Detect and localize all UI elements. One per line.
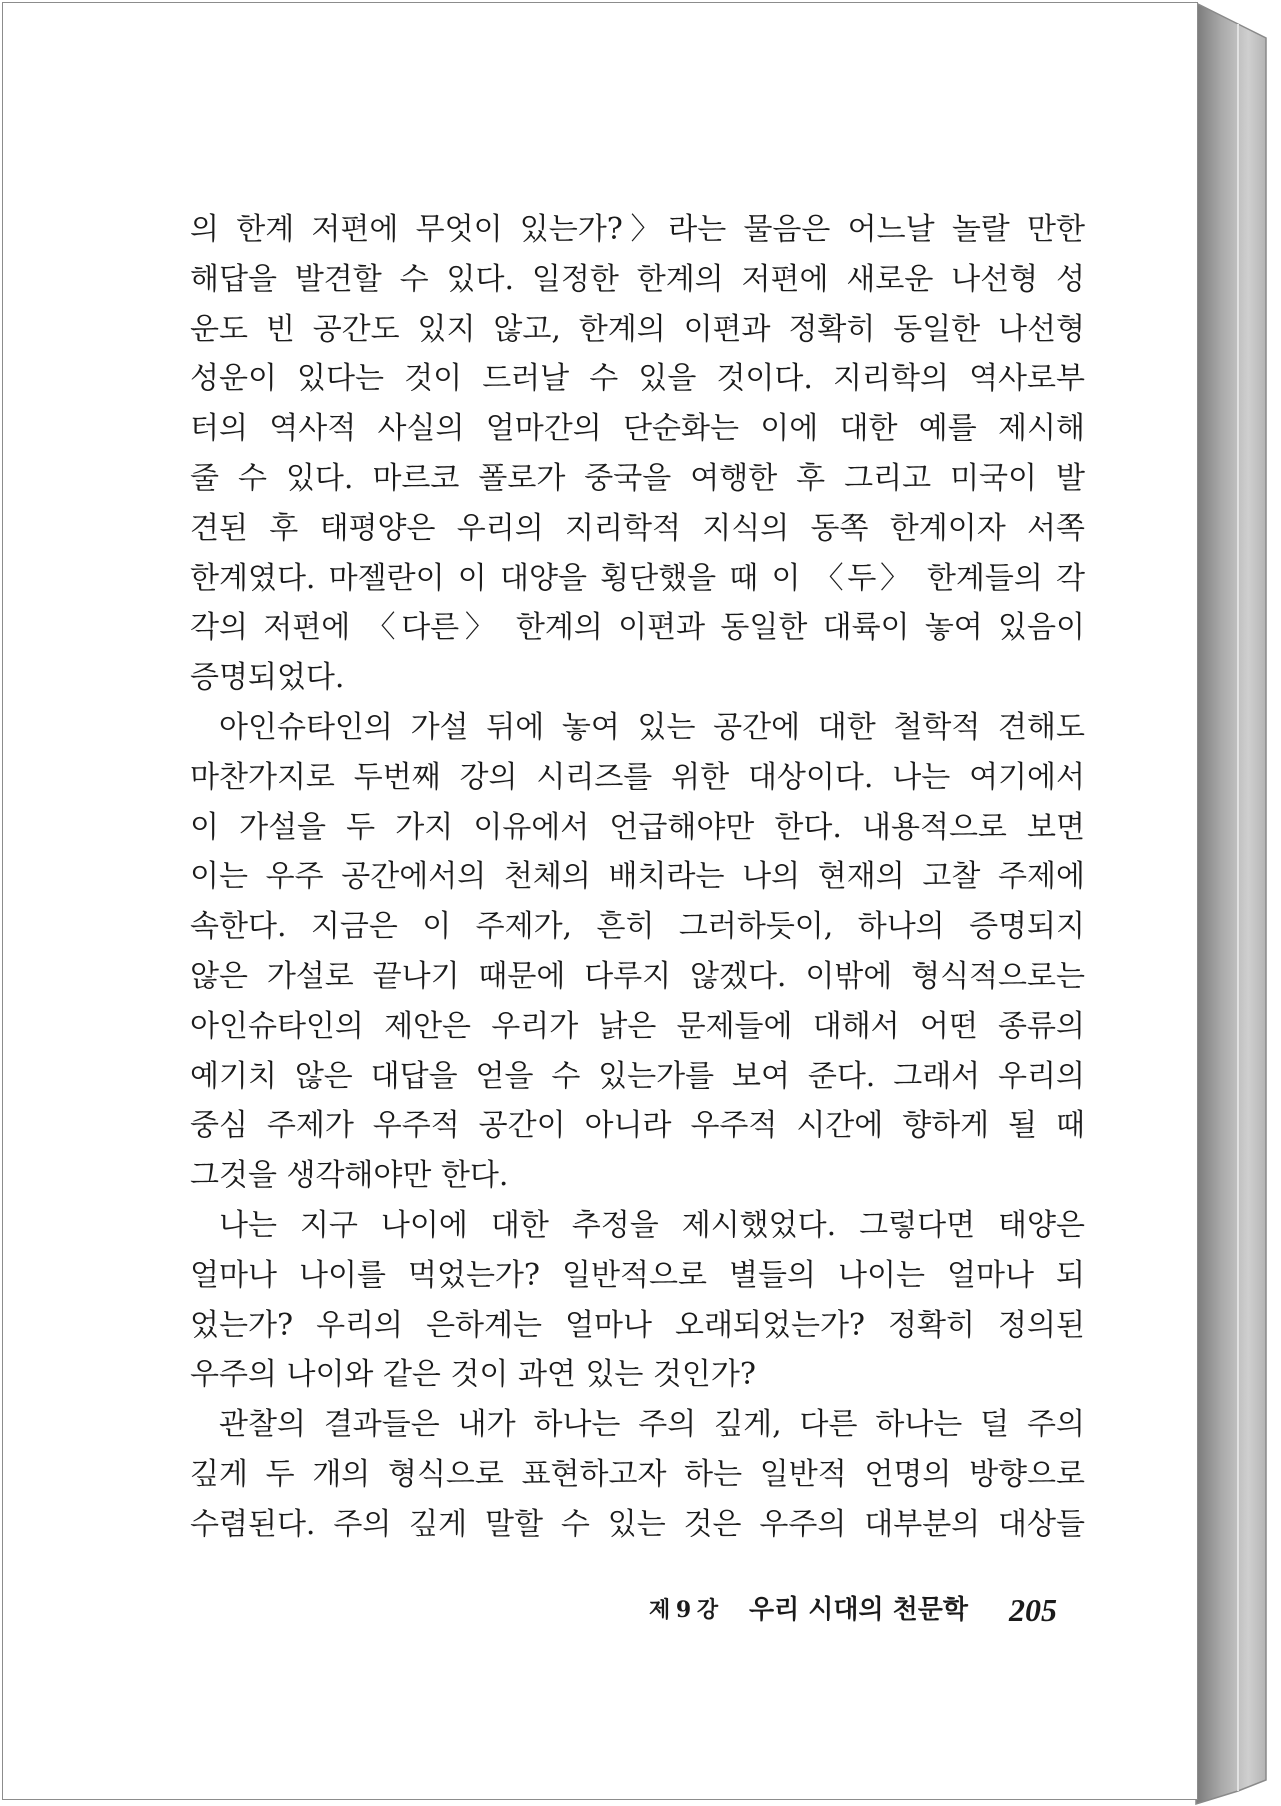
paragraph: [190, 205, 1085, 703]
chapter-label: 제 9 강: [649, 1597, 718, 1623]
text-line: 않은 가설로 끝나기 때문에 다루지 않겠다. 이밖에 형식적으로는: [190, 958, 1085, 994]
text-line: 의 한계 저편에 무엇이 있는가?〉라는 물음은 어느날 놀랄 만한: [190, 212, 1085, 247]
text-line: 한계였다. 마젤란이 이 대양을 횡단했을 때 이 〈두〉 한계들의 각: [190, 560, 1085, 596]
text-line: 아인슈타인의 제안은 우리가 낡은 문제들에 대해서 어떤 종류의: [190, 1008, 1085, 1044]
paragraph: [190, 703, 1085, 1201]
text-line: 운도 빈 공간도 있지 않고, 한계의 이편과 정확히 동일한 나선형: [190, 311, 1085, 347]
text-line: 터의 역사적 사실의 얼마간의 단순화는 이에 대한 예를 제시해: [190, 411, 1085, 447]
text-line: 우주의 나이와 같은 것이 과연 있는 것인가?: [190, 1357, 756, 1393]
text-line: 아인슈타인의 가설 뒤에 놓여 있는 공간에 대한 철학적 견해도: [219, 709, 1085, 745]
text-line: 관찰의 결과들은 내가 하나는 주의 깊게, 다른 하나는 덜 주의: [219, 1407, 1085, 1443]
text-line: 었는가? 우리의 은하계는 얼마나 오래되었는가? 정확히 정의된: [190, 1307, 1085, 1343]
body-text: [190, 205, 1085, 1550]
text-line: 속한다. 지금은 이 주제가, 흔히 그러하듯이, 하나의 증명되지: [190, 909, 1085, 945]
text-line: 나는 지구 나이에 대한 추정을 제시했었다. 그렇다면 태양은: [219, 1207, 1085, 1243]
text-line: 마찬가지로 두번째 강의 시리즈를 위한 대상이다. 나는 여기에서: [190, 759, 1085, 795]
text-line: 견된 후 태평양은 우리의 지리학적 지식의 동쪽 한계이자 서쪽: [190, 510, 1085, 546]
text-line: 이 가설을 두 가지 이유에서 언급해야만 한다. 내용적으로 보면: [190, 809, 1085, 845]
text-line: 깊게 두 개의 형식으로 표현하고자 하는 일반적 언명의 방향으로: [190, 1456, 1085, 1492]
text-line: 예기치 않은 대답을 얻을 수 있는가를 보여 준다. 그래서 우리의: [190, 1058, 1085, 1094]
text-line: 줄 수 있다. 마르코 폴로가 중국을 여행한 후 그리고 미국이 발: [190, 460, 1085, 496]
paragraph: [190, 1400, 1085, 1549]
text-line: 이는 우주 공간에서의 천체의 배치라는 나의 현재의 고찰 주제에: [190, 859, 1085, 895]
chapter-title: 우리 시대의 천문학: [749, 1595, 969, 1625]
page-number: 205: [1009, 1592, 1057, 1628]
book-edge-shape: [1196, 3, 1266, 1804]
text-line: 해답을 발견할 수 있다. 일정한 한계의 저편에 새로운 나선형 성: [190, 261, 1085, 297]
text-line: 각의 저편에 〈다른〉 한계의 이편과 동일한 대륙이 놓여 있음이: [190, 610, 1085, 646]
text-line: 얼마나 나이를 먹었는가? 일반적으로 별들의 나이는 얼마나 되: [190, 1257, 1085, 1293]
paragraph: [190, 1201, 1085, 1400]
text-line: 그것을 생각해야만 한다.: [190, 1158, 509, 1194]
text-line: 중심 주제가 우주적 공간이 아니라 우주적 시간에 향하게 될 때: [190, 1108, 1085, 1144]
text-line: 수렴된다. 주의 깊게 말할 수 있는 것은 우주의 대부분의 대상들: [190, 1506, 1085, 1542]
text-line: 성운이 있다는 것이 드러날 수 있을 것이다. 지리학의 역사로부: [190, 361, 1085, 397]
text-line: 증명되었다.: [190, 660, 345, 696]
